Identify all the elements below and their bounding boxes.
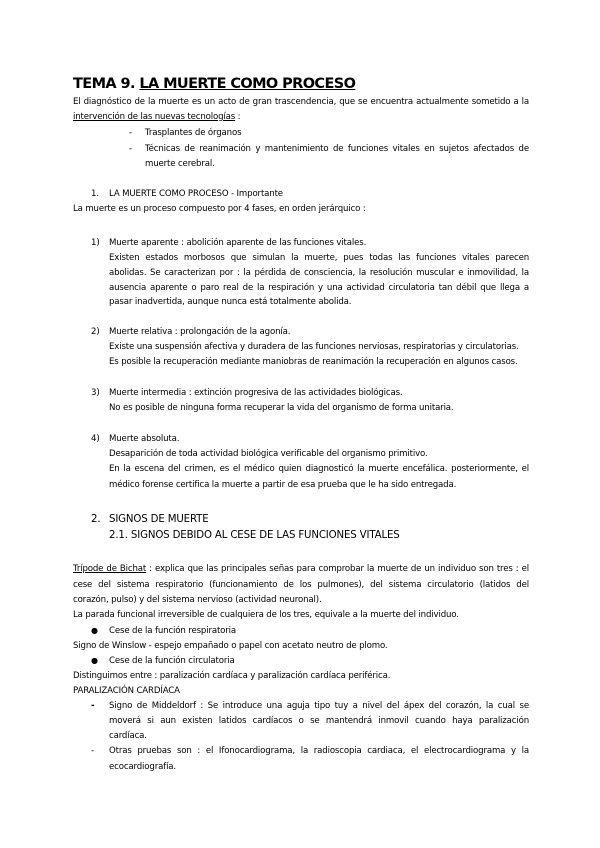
section1-lead: La muerte es un proceso compuesto por 4 fases, en orden jerárquico : [73, 204, 366, 214]
phase-4-title: Muerte absoluta. [109, 434, 180, 444]
intro-dash-2: - [129, 144, 132, 154]
phase-3-num: 3) [91, 388, 100, 398]
phase-3-line: No es posible de ninguna forma recuperar la vida del organismo de forma unitaria. [109, 403, 454, 413]
intro-underlined: intervención de las nuevas tecnologías [73, 112, 236, 122]
section2-num: 2. [91, 514, 101, 525]
phase-3-title: Muerte intermedia : extinción progresiva de las actividades biológicas. [109, 388, 403, 398]
bullet-icon: ● [91, 656, 98, 665]
phase-1-line: ausencia aparente o paro real de la respiración y una actividad circulatoria tan débil que llega a [109, 283, 529, 293]
section2-heading: SIGNOS DE MUERTE [109, 514, 209, 525]
bichat-line-2: cese del sistema respiratorio (funcionamiento de los pulmones), del sistema circulatorio (latidos del [73, 580, 529, 590]
intro-item-2: Técnicas de reanimación y mantenimiento de funciones vitales en sujetos afectados de [145, 144, 529, 154]
phase-2-line: Es posible la recuperación mediante maniobras de reanimación la recuperación en algunos casos. [109, 357, 518, 367]
bichat-line-4: La parada funcional irreversible de cualquiera de los tres, equivale a la muerte del individuo. [73, 610, 459, 620]
middeldorf-dash: - [91, 701, 95, 711]
page-title [73, 76, 355, 92]
intro-line-1: El diagnóstico de la muerte es un acto de gran trascendencia, que se encuentra actualmente sometido a la [73, 97, 529, 107]
intro-colon: : [235, 112, 241, 122]
phase-1-num: 1) [91, 238, 100, 248]
bichat-line-1 [73, 564, 529, 575]
bullet-icon: ● [91, 626, 98, 635]
phase-4-num: 4) [91, 434, 100, 444]
phase-4-line: Desaparición de toda actividad biológica verificable del organismo primitivo. [109, 449, 428, 459]
phase-1-line: abolidas. Se caracterizan por : la pérdida de consciencia, la resolución muscular e inmovilidad, la [109, 268, 529, 278]
middeldorf-line: Signo de Middeldorf : Se introduce una aguja tipo tuy a nivel del ápex del corazón, la cual se [109, 701, 529, 711]
phase-1-line: pasar inadvertida, aunque nunca está totalmente abolida. [109, 297, 352, 307]
title-prefix: TEMA 9. [73, 76, 135, 92]
phase-1-title: Muerte aparente : abolición aparente de las funciones vitales. [109, 238, 367, 248]
middeldorf-line: moverá si aun existen latidos cardíacos o se mantendrá inmovil cuando haya paralización [109, 716, 529, 726]
phase-4-line: En la escena del crimen, es el médico quien diagnosticó la muerte encefálica. posteriormente, el [109, 464, 529, 474]
bichat-term: Trípode de Bichat [73, 564, 147, 574]
phase-4-line: médico forense certifica la muerte a partir de esa prueba que le ha sido entregada. [109, 480, 457, 490]
winslow-line: Signo de Winslow - espejo empañado o papel con acetato neutro de plomo. [73, 641, 388, 651]
paralizacion-heading: PARALIZACIÓN CARDÍACA [73, 686, 180, 696]
section1-heading: LA MUERTE COMO PROCESO - Importante [109, 189, 283, 199]
phase-1-line: Existen estados morbosos que simulan la muerte, pues todas las funciones vitales parecen [109, 253, 529, 263]
phase-2-num: 2) [91, 327, 100, 337]
intro-line-2 [73, 112, 240, 123]
bichat-line-3: corazón, pulso) y del sistema nervioso (actividad neuronal). [73, 595, 322, 605]
bullet-resp: Cese de la función respiratoria [109, 626, 237, 636]
otras-line: ecocardiografía. [109, 762, 177, 772]
phase-2-title: Muerte relativa : prolongación de la agonía. [109, 327, 291, 337]
title-main: LA MUERTE COMO PROCESO [139, 76, 356, 92]
intro-item-2-cont: muerte cerebral. [145, 159, 215, 169]
section2-subheading: 2.1. SIGNOS DEBIDO AL CESE DE LAS FUNCIONES VITALES [109, 530, 400, 541]
bichat-line-1-rest: : explica que las principales señas para comprobar la muerte de un individuo son tres : el [146, 564, 529, 574]
phase-2-line: Existe una suspensión afectiva y duradera de las funciones nerviosas, respiratorias y circulatorias. [109, 342, 519, 352]
otras-dash: - [91, 746, 94, 756]
distinguimos-line: Distinguimos entre : paralización cardíaca y paralización cardíaca periférica. [73, 671, 391, 681]
bullet-circ: Cese de la función circulatoria [109, 656, 235, 666]
intro-item-1: Trasplantes de órganos [145, 128, 242, 138]
otras-line: Otras pruebas son : el Ifonocardiograma, la radioscopia cardiaca, el electrocardiograma y la [109, 746, 529, 756]
intro-dash-1: - [129, 128, 132, 138]
middeldorf-line: cardíaca. [109, 731, 147, 741]
section1-num: 1. [91, 189, 99, 199]
